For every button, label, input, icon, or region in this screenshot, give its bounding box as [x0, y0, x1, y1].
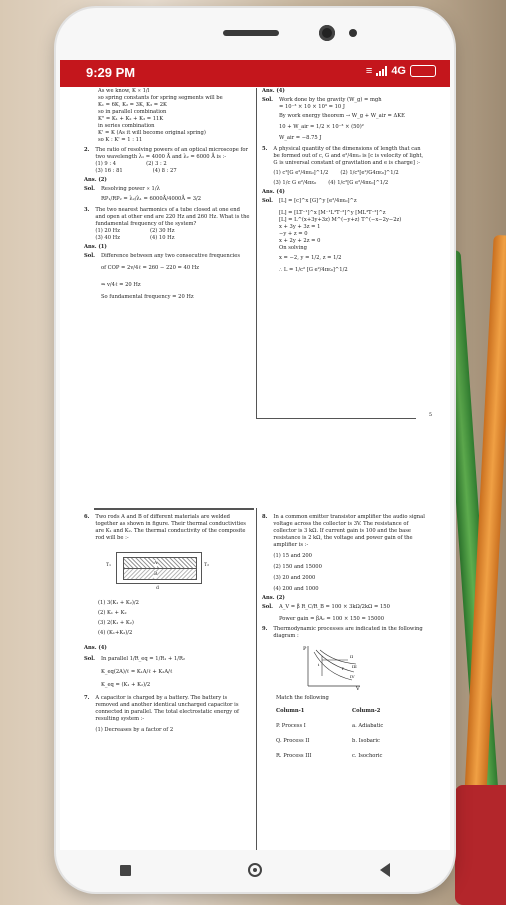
- battery-icon: [410, 65, 436, 77]
- navigation-bar: [60, 850, 450, 890]
- answer-4: Ans. (4): [262, 88, 285, 94]
- solution-6: Sol. In parallel 1/R_eq = 1/R₁ + 1/R₂ K_eq(2A)/ℓ = K₁A/ℓ + K₂A/ℓ K_eq = (K₁ + K₂)/2: [84, 656, 186, 688]
- status-time: 9:29 PM: [86, 65, 136, 80]
- home-button[interactable]: [245, 860, 265, 880]
- answer-3: Ans. (1): [84, 244, 107, 250]
- question-2: 2. The ratio of resolving powers of an optical microscope for two wavelength λ₁ = 4000 Å and λ₂ = 6000 Å is :- (1) 9 : 4 (2) 3 : 2 (3) 16 : 81 (4) 8 : 27: [84, 147, 248, 174]
- document-page-2[interactable]: [80, 508, 432, 850]
- recent-apps-button[interactable]: [115, 860, 135, 880]
- match-heading: Match the following: [276, 695, 329, 701]
- background-cup: [455, 785, 506, 905]
- question-9: 9. Thermodynamic processes are indicated in the following diagram :: [262, 626, 423, 639]
- square-icon: [120, 865, 131, 876]
- question-8: 8. In a common emitter transistor amplifier the audio signal voltage across the collector is 3V. The resistance of collector is 3 kΩ. If current gain is 100 and the base resistance is 2 kΩ, the voltage and power gain of the amplifier is :- (1) 15 and 200 (2) 150 and 15000 (3) 20 and 2000 (4) 200 and 1000: [262, 514, 425, 592]
- solution-2: Sol. Resolving power ∝ 1/λ RP₁/RP₂ = λ₂/λ₁ = 6000Å/4000Å = 3/2: [84, 186, 202, 202]
- top-lines: As we know, K ∝ 1/l so spring constants for spring segments will be K₁ = 6K, K₂ = 3K, K₃ = 2K so in parallel combination K" = K₁ + K₂ + K₃ = 11K in series combination K' = K (As it will become original spring) so K : K' = 1 : 11: [98, 88, 223, 143]
- page2-right-column: [262, 514, 428, 760]
- column-divider: [256, 88, 257, 418]
- page-number: 5: [428, 412, 432, 418]
- speaker-grille: [223, 30, 279, 36]
- question-3: 3. The two nearest harmonics of a tube closed at one end and open at other end are 220 Hz and 260 Hz. What is the fundamental frequency of the system? (1) 20 Hz (2) 30 Hz (3) 40 Hz (4) 10 Hz: [84, 207, 250, 241]
- status-icons: [366, 65, 436, 77]
- question-6-options: (1) 3(K₁ + K₂)/2 (2) K₁ + K₂ (3) 2(K₁ + K₂) (4) (K₁+K₂)/2: [98, 600, 139, 636]
- proximity-sensor: [349, 29, 357, 37]
- question-7: 7. A capacitor is charged by a battery. The battery is removed and another identical uncharged capacitor is connected in parallel. The total electrostatic energy of resulting system :- (1) Decreases by a factor of 2: [84, 695, 239, 733]
- svg-text:P: P: [303, 646, 307, 652]
- page2-left-column: [84, 514, 250, 736]
- page-top-rule: [94, 508, 254, 510]
- answer-5: Ans. (4): [262, 189, 285, 195]
- svg-text:V: V: [356, 686, 360, 690]
- composite-rod-diagram: T₁ A B T₂ d: [106, 548, 216, 594]
- svg-text:f: f: [342, 666, 344, 671]
- rod-a: A: [123, 557, 197, 569]
- thermo-pv-diagram: [302, 644, 362, 690]
- column-divider-2: [256, 508, 257, 850]
- solution-3: Sol. Difference between any two consecutive frequencies of COP = 2v/4ℓ = 260 − 220 = 40 Hz ⇒ v/4ℓ = 20 Hz So fundamental frequency = 20 Hz: [84, 253, 241, 300]
- svg-text:i: i: [318, 662, 320, 667]
- rod-outline: [116, 552, 202, 584]
- question-5: 5. A physical quantity of the dimensions of length that can be formed out of c, G and e²/4πε₀ is [c is velocity of light, G is universal constant of gravitation and e is charge] :- (1) c²[G e²/4πε₀]^1/2 (2) 1/c²[e²/G4πε₀]^1/2 (3) 1/c G e²/4πε₀ (4) 1/c²[G e²/4πε₀]^1/2: [262, 146, 424, 186]
- front-camera: [319, 25, 335, 41]
- signal-icon: [376, 66, 387, 76]
- rod-b: B: [123, 568, 197, 580]
- svg-text:II: II: [350, 654, 354, 659]
- answer-8: Ans. (2): [262, 595, 285, 601]
- wifi-icon: ≡: [365, 65, 373, 77]
- back-button[interactable]: [375, 860, 395, 880]
- phone-frame: [56, 8, 454, 892]
- page1-right-column: [262, 88, 428, 274]
- answer-6: Ans. (4): [84, 645, 107, 651]
- document-page-1[interactable]: [80, 88, 432, 418]
- page1-left-column: [84, 88, 250, 301]
- answer-2: Ans. (2): [84, 177, 107, 183]
- solution-5: Sol. [L] = [c]^x [G]^y [e²/4πε₀]^z [L] = [LT⁻¹]^x [M⁻¹L³T⁻²]^y [ML³T⁻²]^z [L] = L^(x+3y+3z) M^(−y+z) T^(−x−2y−2z) x + 3y + 3z = 1 −y + z = 0 x + 2y + 2z = 0 On solving x = −2, y = 1/2, z = 1/2 ∴ L = 1/c² [G e²/4πε₀]^1/2: [262, 198, 402, 273]
- match-table: Column-1 Column-2 P. Process I a. Adiabatic Q. Process II b. Isobaric R. Process III c. Isochoric: [276, 708, 384, 759]
- solution-4: Sol. Work done by the gravity (W_g) = mgh = 10⁻³ × 10 × 10³ = 10 J By work energy theorem → W_g + W_air = ΔKE 10 + W_air = 1/2 × 10⁻³ × (50)² W_air = −8.75 J: [262, 97, 405, 141]
- question-6: 6. Two rods A and B of different materials are welded together as shown in figure. Their thermal conductivities are K₁ and K₂. The thermal conductivity of the composite rod will be :-: [84, 514, 246, 541]
- svg-text:III: III: [352, 664, 357, 669]
- svg-text:IV: IV: [350, 674, 355, 679]
- solution-8: Sol. A_V = β R_C/R_B = 100 × 3kΩ/2kΩ = 150 Power gain = βAᵥ = 100 × 150 = 15000: [262, 604, 390, 622]
- page-bottom-rule: [256, 418, 416, 419]
- network-type: 4G: [391, 65, 406, 77]
- status-bar: [60, 60, 450, 87]
- back-triangle-icon: [380, 863, 390, 877]
- screen: [60, 60, 450, 850]
- circle-icon: [248, 863, 262, 877]
